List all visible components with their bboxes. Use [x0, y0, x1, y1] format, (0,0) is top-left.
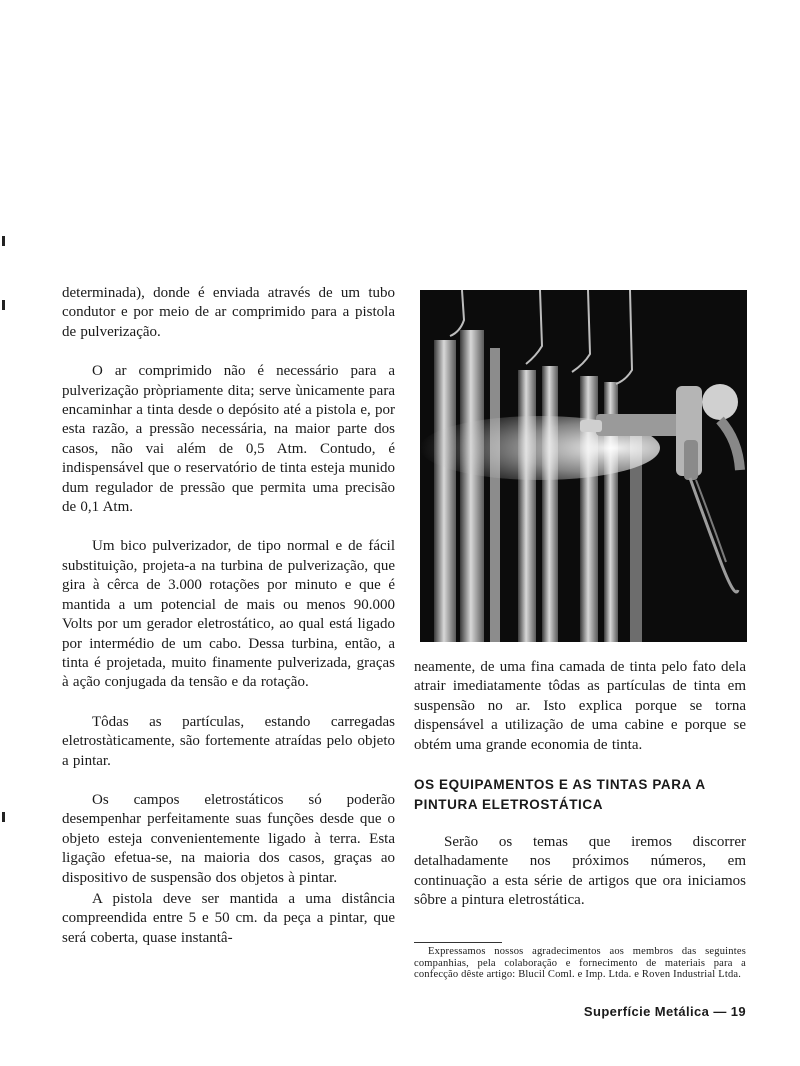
- spray-gun-photo: [420, 290, 747, 642]
- body-paragraph: Os campos eletrostáticos só poderão desempenhar perfeitamente suas funções desde que o objeto esteja convenientemente ligado à terra. Esta ligação efetua-se, na maioria dos casos, graças ao dispositivo de suspensão dos objetos à pintar.: [62, 791, 395, 886]
- footnote: Expressamos nossos agradecimentos aos membros das seguintes companhias, pela colaboração e fornecimento de materiais para a confecção dêste artigo: Blucil Coml. e Imp. Ltda. e Roven Industrial Ltda.: [414, 946, 746, 981]
- publication-name: Superfície Metálica: [583, 1004, 710, 1019]
- body-paragraph: A pistola deve ser mantida a uma distância compreendida entre 5 e 50 cm. da peça a pintar, que será coberta, quase instantâ-: [62, 890, 395, 946]
- footnote-divider: [414, 942, 502, 943]
- body-paragraph: determinada), donde é enviada através de um tubo condutor e por meio de ar comprimido para a pistola de pulverização.: [62, 285, 395, 340]
- body-paragraph: O ar comprimido não é necessário para a pulverização pròpriamente dita; serve ùnicamente para encaminhar a tinta desde o depósito até a pistola e, por esta razão, a pressão necessária, na maior parte dos casos, não vai além de 0,5 Atm. Contudo, é indispensável que o reservatório de tinta esteja munido dum regulador de pressão que permita uma precisão de 0,1 Atm.: [62, 363, 395, 516]
- page-number: 19: [730, 1004, 746, 1019]
- body-paragraph: Serão os temas que iremos discorrer detalhadamente nos próximos números, em continuação a esta série de artigos que ora iniciamos sôbre a pintura eletrostática.: [414, 834, 746, 909]
- body-paragraph: Um bico pulverizador, de tipo normal e de fácil substituição, projeta-a na turbina de pulverização, que gira à cêrca de 3.000 rotações por minuto e que é mantida a um potencial de mais ou menos 90.000 Volts por um gerador eletrostático, ao qual está ligado por intermédio de um cabo. Dessa turbina, então, a tinta é projetada, muito finamente pulverizada, graças à ação conjugada da tensão e da rotação.: [62, 538, 395, 691]
- scan-edge-mark: [2, 236, 5, 246]
- spray-painting-illustration: [420, 290, 747, 642]
- folio-separator: —: [713, 1004, 727, 1019]
- body-paragraph: Tôdas as partículas, estando carregadas eletrostàticamente, são fortemente atraídas pelo objeto a pintar.: [62, 713, 395, 769]
- scan-edge-mark: [2, 812, 5, 822]
- page-footer: [584, 1004, 746, 1019]
- left-column: [62, 284, 395, 968]
- section-heading: OS EQUIPAMENTOS E AS TINTAS PARA A PINTURA ELETROSTÁTICA: [414, 777, 706, 813]
- body-paragraph: neamente, de uma fina camada de tinta pelo fato dela atrair imediatamente tôdas as partículas de tinta em suspensão no ar. Isto explica porque se torna dispensável a utilização de uma cabine e porque se obtém uma grande economia de tinta.: [414, 659, 746, 753]
- right-column: [414, 658, 746, 931]
- scan-edge-mark: [2, 300, 5, 310]
